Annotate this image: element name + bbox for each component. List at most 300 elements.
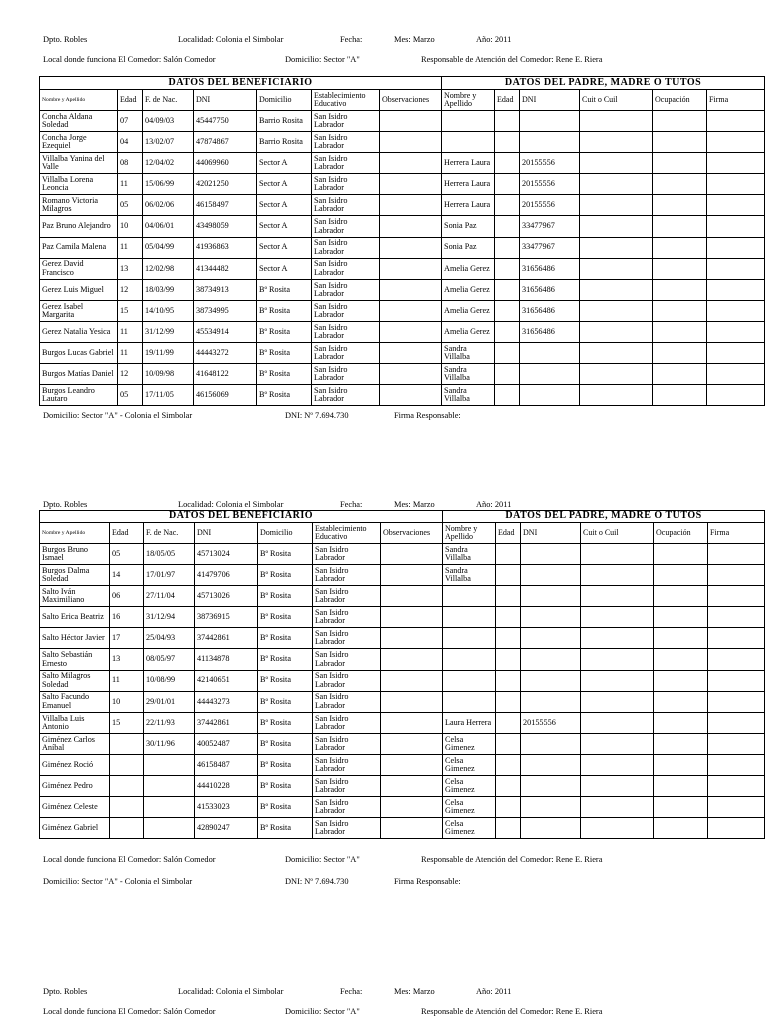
cell-observaciones (380, 153, 442, 174)
col-establecimiento-2: Establecimiento Educativo (313, 523, 381, 544)
cell-nombre-padre: Sonia Paz (442, 237, 495, 258)
cell-nombre: Giménez Gabriel (40, 818, 110, 839)
col-nombre-2: Nombre y Apellido (40, 523, 110, 544)
cell-dni: 37442861 (195, 628, 258, 649)
cell-dni-padre (521, 818, 581, 839)
cell-fnac: 31/12/94 (144, 607, 195, 628)
cell-firma (708, 649, 765, 670)
cell-establecimiento: San Isidro Labrador (312, 321, 380, 342)
cell-observaciones (381, 649, 443, 670)
cell-nombre-padre: Laura Herrera (443, 712, 496, 733)
cell-fnac: 22/11/93 (144, 712, 195, 733)
cell-dni: 47874867 (194, 132, 257, 153)
cell-domicilio: Bº Rosita (258, 607, 313, 628)
cell-edad-padre (496, 754, 521, 775)
cell-edad: 11 (118, 321, 143, 342)
cell-dni: 38734913 (194, 279, 257, 300)
cell-firma (708, 776, 765, 797)
cell-domicilio: Bº Rosita (258, 818, 313, 839)
cell-dni: 41648122 (194, 364, 257, 385)
cell-domicilio: Bº Rosita (258, 649, 313, 670)
cell-dni-padre: 31656486 (520, 258, 580, 279)
col-ocupacion: Ocupación (653, 90, 707, 111)
cell-nombre-padre: Herrera Laura (442, 153, 495, 174)
cell-fnac: 12/02/98 (143, 258, 194, 279)
cell-domicilio: Bº Rosita (258, 544, 313, 565)
cell-cuit (581, 733, 654, 754)
cell-ocupacion (654, 797, 708, 818)
cell-nombre: Romano Victoria Milagros (40, 195, 118, 216)
cell-firma (707, 343, 765, 364)
table-row (40, 733, 765, 754)
cell-nombre: Villalba Luis Antonio (40, 712, 110, 733)
cell-nombre-padre: Herrera Laura (442, 195, 495, 216)
section-beneficiario: DATOS DEL BENEFICIARIO (40, 77, 442, 90)
cell-ocupacion (654, 607, 708, 628)
cell-firma (707, 195, 765, 216)
cell-fnac: 04/09/03 (143, 111, 194, 132)
cell-firma (707, 321, 765, 342)
localidad-label-3: Localidad: Colonia el Simbolar (178, 987, 284, 996)
cell-cuit (580, 153, 653, 174)
cell-edad-padre (496, 586, 521, 607)
col-fnac-2: F. de Nac. (144, 523, 195, 544)
cell-fnac (144, 754, 195, 775)
cell-edad (110, 754, 144, 775)
cell-cuit (580, 300, 653, 321)
cell-edad: 07 (118, 111, 143, 132)
cell-fnac: 25/04/93 (144, 628, 195, 649)
cell-firma (708, 754, 765, 775)
cell-firma (707, 237, 765, 258)
cell-firma (707, 300, 765, 321)
cell-observaciones (380, 364, 442, 385)
cell-ocupacion (654, 754, 708, 775)
cell-fnac: 17/11/05 (143, 385, 194, 406)
cell-cuit (580, 321, 653, 342)
cell-fnac: 31/12/99 (143, 321, 194, 342)
col-dni: DNI (194, 90, 257, 111)
cell-fnac: 17/01/97 (144, 565, 195, 586)
anio-label: Año: 2011 (476, 35, 512, 44)
table-row (40, 321, 765, 342)
cell-edad (110, 797, 144, 818)
cell-domicilio: Bº Rosita (258, 733, 313, 754)
table-row (40, 343, 765, 364)
cell-ocupacion (654, 565, 708, 586)
cell-observaciones (380, 343, 442, 364)
cell-cuit (580, 237, 653, 258)
cell-edad: 12 (118, 279, 143, 300)
cell-observaciones (381, 586, 443, 607)
cell-dni-padre: 20155556 (520, 153, 580, 174)
cell-edad-padre (496, 712, 521, 733)
footer-dni-2: DNI: Nº 7.694.730 (285, 877, 349, 886)
cell-nombre: Giménez Roció (40, 754, 110, 775)
cell-dni: 41134878 (195, 649, 258, 670)
cell-nombre: Salto Milagros Soledad (40, 670, 110, 691)
cell-observaciones (381, 670, 443, 691)
cell-establecimiento: San Isidro Labrador (312, 258, 380, 279)
cell-nombre-padre: Celsa Gimenez (443, 733, 496, 754)
cell-cuit (580, 385, 653, 406)
cell-cuit (581, 712, 654, 733)
cell-edad-padre (495, 132, 520, 153)
col-edad-padre-2: Edad (496, 523, 521, 544)
cell-firma (708, 586, 765, 607)
local-label: Local donde funciona El Comedor: Salón Comedor (43, 55, 216, 64)
cell-firma (707, 279, 765, 300)
table-row (40, 237, 765, 258)
cell-domicilio: Barrio Rosita (257, 132, 312, 153)
cell-dni-padre (520, 132, 580, 153)
table-row (40, 111, 765, 132)
cell-cuit (580, 111, 653, 132)
cell-nombre-padre (443, 649, 496, 670)
cell-nombre: Burgos Matías Daniel (40, 364, 118, 385)
cell-ocupacion (654, 649, 708, 670)
cell-establecimiento: San Isidro Labrador (312, 195, 380, 216)
col-dni-2: DNI (195, 523, 258, 544)
col-cuit: Cuit o Cuil (580, 90, 653, 111)
cell-establecimiento: San Isidro Labrador (312, 343, 380, 364)
cell-domicilio: Bº Rosita (258, 565, 313, 586)
cell-nombre: Burgos Dalma Soledad (40, 565, 110, 586)
responsable-label: Responsable de Atención del Comedor: Rene E. Riera (421, 55, 603, 64)
cell-ocupacion (654, 670, 708, 691)
col-observaciones-2: Observaciones (381, 523, 443, 544)
responsable-label-2: Responsable de Atención del Comedor: Rene E. Riera (421, 855, 603, 864)
cell-edad-padre (495, 216, 520, 237)
cell-nombre-padre (442, 132, 495, 153)
table-row (40, 776, 765, 797)
cell-edad: 15 (118, 300, 143, 321)
cell-observaciones (380, 300, 442, 321)
cell-cuit (581, 628, 654, 649)
localidad-label-2: Localidad: Colonia el Simbolar (178, 500, 284, 509)
table-row (40, 153, 765, 174)
cell-establecimiento: San Isidro Labrador (312, 153, 380, 174)
cell-dni: 44443273 (195, 691, 258, 712)
cell-fnac (144, 797, 195, 818)
col-nombre: Nombre y Apellido (40, 90, 118, 111)
cell-observaciones (381, 776, 443, 797)
dpto-label-3: Dpto. Robles (43, 987, 88, 996)
col-nombre-padre-2: Nombre y Apellido (443, 523, 496, 544)
cell-nombre: Gerez David Francisco (40, 258, 118, 279)
cell-ocupacion (653, 300, 707, 321)
footer-dni: DNI: Nº 7.694.730 (285, 411, 349, 420)
mes-label: Mes: Marzo (394, 35, 435, 44)
cell-dni: 41479706 (195, 565, 258, 586)
anio-label-3: Año: 2011 (476, 987, 512, 996)
cell-ocupacion (653, 343, 707, 364)
cell-establecimiento: San Isidro Labrador (313, 628, 381, 649)
cell-edad-padre (495, 300, 520, 321)
col-ocupacion-2: Ocupación (654, 523, 708, 544)
footer-firma-2: Firma Responsable: (394, 877, 461, 886)
cell-edad: 15 (110, 712, 144, 733)
cell-edad: 11 (118, 237, 143, 258)
table-row (40, 691, 765, 712)
cell-edad-padre (496, 565, 521, 586)
cell-observaciones (380, 237, 442, 258)
cell-ocupacion (654, 544, 708, 565)
cell-edad-padre (496, 797, 521, 818)
table-row (40, 544, 765, 565)
cell-edad (110, 776, 144, 797)
cell-dni: 41344482 (194, 258, 257, 279)
cell-cuit (581, 586, 654, 607)
cell-dni: 45447750 (194, 111, 257, 132)
cell-dni-padre (521, 586, 581, 607)
cell-edad-padre (495, 321, 520, 342)
cell-edad: 12 (118, 364, 143, 385)
cell-fnac: 18/05/05 (144, 544, 195, 565)
cell-dni: 43498059 (194, 216, 257, 237)
cell-edad-padre (495, 343, 520, 364)
cell-observaciones (381, 733, 443, 754)
cell-nombre-padre (442, 111, 495, 132)
cell-ocupacion (653, 132, 707, 153)
cell-fnac: 19/11/99 (143, 343, 194, 364)
domicilio-label: Domicilio: Sector "A" (285, 55, 360, 64)
footer-domicilio-2: Domicilio: Sector "A" - Colonia el Simbolar (43, 877, 193, 886)
col-edad: Edad (118, 90, 143, 111)
cell-dni: 41533023 (195, 797, 258, 818)
table-row (40, 670, 765, 691)
cell-domicilio: Bº Rosita (258, 797, 313, 818)
table-row (40, 754, 765, 775)
cell-nombre-padre: Herrera Laura (442, 174, 495, 195)
cell-nombre: Salto Héctor Javier (40, 628, 110, 649)
cell-cuit (580, 216, 653, 237)
cell-cuit (580, 364, 653, 385)
cell-edad: 05 (110, 544, 144, 565)
beneficiary-table-2 (39, 510, 765, 839)
dpto-label-2: Dpto. Robles (43, 500, 88, 509)
cell-fnac: 04/06/01 (143, 216, 194, 237)
cell-domicilio: Sector A (257, 216, 312, 237)
cell-establecimiento: San Isidro Labrador (313, 649, 381, 670)
cell-domicilio: Bº Rosita (257, 364, 312, 385)
cell-fnac: 10/09/98 (143, 364, 194, 385)
col-fnac: F. de Nac. (143, 90, 194, 111)
footer-domicilio: Domicilio: Sector "A" - Colonia el Simbolar (43, 411, 193, 420)
cell-fnac: 12/04/02 (143, 153, 194, 174)
cell-dni-padre (520, 111, 580, 132)
cell-domicilio: Sector A (257, 174, 312, 195)
cell-establecimiento: San Isidro Labrador (313, 565, 381, 586)
cell-edad-padre (495, 385, 520, 406)
table-row (40, 607, 765, 628)
cell-ocupacion (654, 586, 708, 607)
fecha-label-2: Fecha: (340, 500, 363, 509)
cell-cuit (581, 649, 654, 670)
cell-firma (708, 607, 765, 628)
cell-edad-padre (496, 776, 521, 797)
table-row (40, 300, 765, 321)
cell-domicilio: Sector A (257, 195, 312, 216)
cell-dni: 46156069 (194, 385, 257, 406)
cell-nombre: Paz Bruno Alejandro (40, 216, 118, 237)
domicilio-label-3: Domicilio: Sector "A" (285, 1007, 360, 1016)
cell-firma (708, 733, 765, 754)
cell-nombre: Concha Jorge Ezequiel (40, 132, 118, 153)
cell-edad-padre (495, 174, 520, 195)
cell-dni: 45713024 (195, 544, 258, 565)
cell-domicilio: Sector A (257, 258, 312, 279)
cell-dni: 40052487 (195, 733, 258, 754)
cell-fnac: 10/08/99 (144, 670, 195, 691)
col-establecimiento: Establecimiento Educativo (312, 90, 380, 111)
cell-nombre-padre: Celsa Gimenez (443, 797, 496, 818)
cell-firma (707, 385, 765, 406)
cell-cuit (580, 258, 653, 279)
cell-establecimiento: San Isidro Labrador (312, 216, 380, 237)
col-dni-padre-2: DNI (521, 523, 581, 544)
cell-dni-padre (521, 628, 581, 649)
cell-edad: 11 (118, 174, 143, 195)
section-beneficiario-2: DATOS DEL BENEFICIARIO (40, 511, 443, 523)
cell-nombre: Salto Iván Maximiliano (40, 586, 110, 607)
cell-dni: 44443272 (194, 343, 257, 364)
cell-observaciones (380, 279, 442, 300)
cell-establecimiento: San Isidro Labrador (312, 237, 380, 258)
cell-dni-padre (520, 385, 580, 406)
cell-domicilio: Bº Rosita (258, 586, 313, 607)
cell-dni: 45713026 (195, 586, 258, 607)
cell-nombre-padre: Sandra Villalba (443, 544, 496, 565)
cell-nombre-padre: Sonia Paz (442, 216, 495, 237)
cell-nombre-padre: Sandra Villalba (443, 565, 496, 586)
cell-ocupacion (654, 628, 708, 649)
cell-establecimiento: San Isidro Labrador (313, 776, 381, 797)
cell-fnac: 18/03/99 (143, 279, 194, 300)
cell-firma (707, 132, 765, 153)
cell-edad: 06 (110, 586, 144, 607)
cell-dni-padre: 20155556 (520, 174, 580, 195)
cell-ocupacion (654, 818, 708, 839)
cell-cuit (580, 195, 653, 216)
cell-nombre-padre (443, 670, 496, 691)
cell-ocupacion (654, 691, 708, 712)
cell-domicilio: Bº Rosita (257, 279, 312, 300)
cell-edad: 14 (110, 565, 144, 586)
cell-observaciones (380, 132, 442, 153)
table-row (40, 364, 765, 385)
col-dni-padre: DNI (520, 90, 580, 111)
cell-establecimiento: San Isidro Labrador (312, 174, 380, 195)
cell-edad: 13 (118, 258, 143, 279)
table-row (40, 586, 765, 607)
cell-edad: 05 (118, 385, 143, 406)
cell-observaciones (381, 628, 443, 649)
cell-fnac (144, 818, 195, 839)
cell-observaciones (380, 195, 442, 216)
cell-firma (708, 565, 765, 586)
cell-edad: 17 (110, 628, 144, 649)
cell-edad-padre (495, 258, 520, 279)
cell-fnac: 15/06/99 (143, 174, 194, 195)
table-row (40, 649, 765, 670)
cell-edad-padre (495, 237, 520, 258)
col-firma: Firma (707, 90, 765, 111)
cell-cuit (581, 565, 654, 586)
cell-nombre-padre (443, 628, 496, 649)
cell-nombre-padre (443, 691, 496, 712)
cell-observaciones (380, 258, 442, 279)
cell-establecimiento: San Isidro Labrador (313, 691, 381, 712)
cell-nombre: Paz Camila Malena (40, 237, 118, 258)
cell-nombre-padre: Sandra Villalba (442, 343, 495, 364)
cell-dni: 46158487 (195, 754, 258, 775)
cell-dni-padre (520, 343, 580, 364)
cell-nombre: Salto Erica Beatriz (40, 607, 110, 628)
cell-ocupacion (653, 111, 707, 132)
cell-fnac: 30/11/96 (144, 733, 195, 754)
cell-edad-padre (496, 733, 521, 754)
cell-dni-padre (521, 544, 581, 565)
cell-nombre-padre: Amelia Gerez (442, 300, 495, 321)
cell-firma (708, 797, 765, 818)
localidad-label: Localidad: Colonia el Simbolar (178, 35, 284, 44)
cell-ocupacion (653, 385, 707, 406)
cell-ocupacion (653, 258, 707, 279)
cell-nombre: Burgos Lucas Gabriel (40, 343, 118, 364)
cell-dni: 44410228 (195, 776, 258, 797)
col-observaciones: Observaciones (380, 90, 442, 111)
cell-observaciones (381, 607, 443, 628)
table-row (40, 258, 765, 279)
cell-edad-padre (496, 607, 521, 628)
cell-edad-padre (496, 544, 521, 565)
cell-edad (110, 818, 144, 839)
cell-cuit (581, 607, 654, 628)
cell-edad: 04 (118, 132, 143, 153)
cell-dni-padre (521, 733, 581, 754)
cell-nombre: Villalba Yanina del Valle (40, 153, 118, 174)
cell-observaciones (381, 691, 443, 712)
cell-dni-padre: 33477967 (520, 237, 580, 258)
cell-nombre: Villalba Lorena Leoncia (40, 174, 118, 195)
cell-fnac: 14/10/95 (143, 300, 194, 321)
cell-ocupacion (653, 237, 707, 258)
cell-establecimiento: San Isidro Labrador (312, 132, 380, 153)
cell-cuit (581, 797, 654, 818)
cell-dni-padre (521, 776, 581, 797)
cell-nombre: Gerez Natalia Yesica (40, 321, 118, 342)
cell-firma (708, 818, 765, 839)
beneficiary-table-1 (39, 76, 765, 406)
cell-fnac: 27/11/04 (144, 586, 195, 607)
cell-dni-padre: 20155556 (520, 195, 580, 216)
cell-establecimiento: San Isidro Labrador (313, 670, 381, 691)
cell-firma (708, 544, 765, 565)
cell-nombre: Burgos Leandro Lautaro (40, 385, 118, 406)
cell-observaciones (380, 321, 442, 342)
cell-establecimiento: San Isidro Labrador (313, 607, 381, 628)
cell-firma (707, 111, 765, 132)
cell-firma (707, 364, 765, 385)
cell-domicilio: Bº Rosita (257, 321, 312, 342)
cell-nombre-padre (443, 586, 496, 607)
cell-domicilio: Bº Rosita (258, 776, 313, 797)
cell-dni: 37442861 (195, 712, 258, 733)
col-domicilio-2: Domicilio (258, 523, 313, 544)
cell-nombre-padre: Celsa Gimenez (443, 776, 496, 797)
table-row (40, 132, 765, 153)
